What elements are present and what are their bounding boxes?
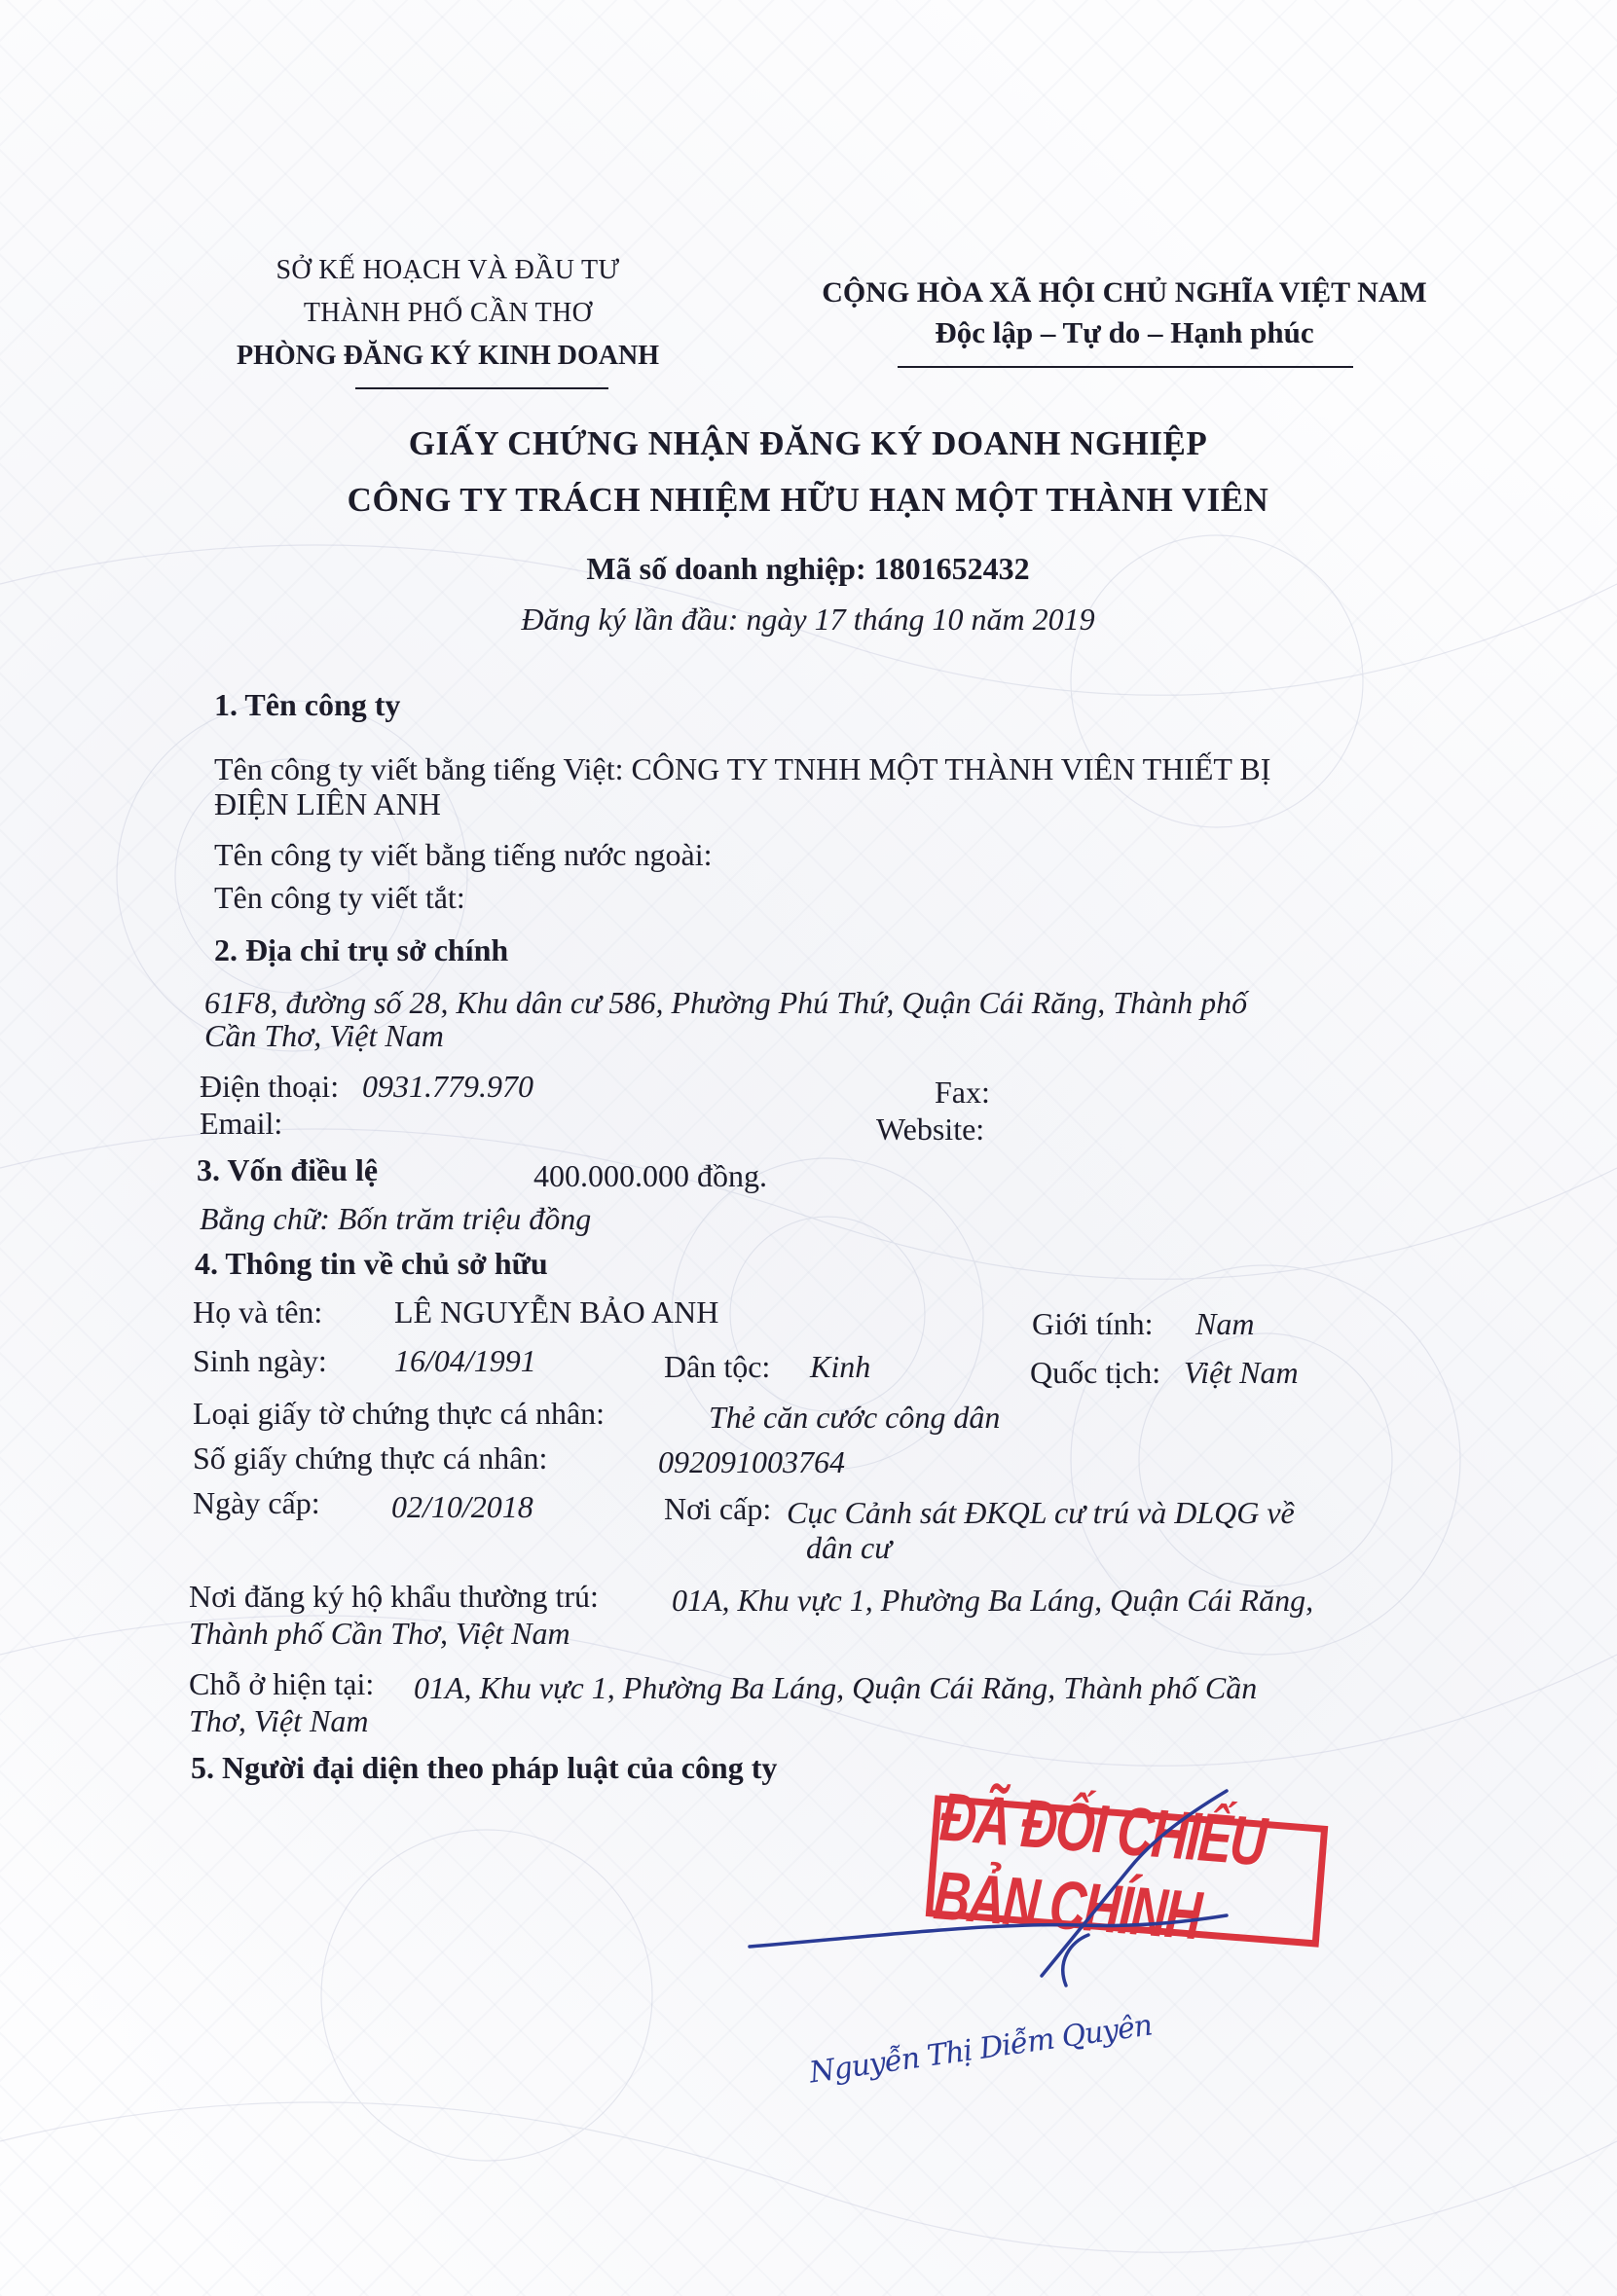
email-label: Email: — [200, 1106, 283, 1141]
header-motto: Độc lập – Tự do – Hạnh phúc — [935, 315, 1314, 349]
vn-company-name-line1: Tên công ty viết bằng tiếng Việt: CÔNG TY TNHH MỘT THÀNH VIÊN THIẾT BỊ — [214, 751, 1271, 786]
id-type-value: Thẻ căn cước công dân — [709, 1400, 1001, 1435]
certificate-title: GIẤY CHỨNG NHẬN ĐĂNG KÝ DOANH NGHIỆP — [408, 424, 1208, 462]
charter-capital-words: Bằng chữ: Bốn trăm triệu đồng — [200, 1201, 592, 1236]
header-left-underline — [355, 387, 608, 389]
permanent-address-label: Nơi đăng ký hộ khẩu thường trú: — [189, 1579, 599, 1614]
header-right-underline — [898, 366, 1353, 368]
current-address-line1: 01A, Khu vực 1, Phường Ba Láng, Quận Cái Răng, Thành phố Cần — [414, 1670, 1258, 1705]
issue-date-value: 02/10/2018 — [391, 1489, 533, 1524]
header-office: PHÒNG ĐĂNG KÝ KINH DOANH — [237, 341, 659, 371]
first-registration-date: Đăng ký lần đầu: ngày 17 tháng 10 năm 2019 — [521, 601, 1095, 637]
id-number-value: 092091003764 — [658, 1444, 845, 1479]
ethnicity-value: Kinh — [810, 1349, 871, 1384]
phone-label: Điện thoại: — [200, 1069, 340, 1104]
phone-value: 0931.779.970 — [362, 1069, 533, 1104]
vn-company-name-line2: ĐIỆN LIÊN ANH — [214, 786, 441, 821]
section-1-heading: 1. Tên công ty — [214, 687, 401, 722]
nationality-value: Việt Nam — [1184, 1355, 1299, 1390]
ethnicity-label: Dân tộc: — [664, 1349, 771, 1384]
section-3-heading: 3. Vốn điều lệ — [197, 1152, 379, 1187]
address-line1: 61F8, đường số 28, Khu dân cư 586, Phường Phú Thứ, Quận Cái Răng, Thành phố — [204, 985, 1248, 1020]
charter-capital-amount: 400.000.000 đồng. — [533, 1158, 767, 1193]
issue-place-line1: Cục Cảnh sát ĐKQL cư trú và DLQG về — [787, 1495, 1295, 1530]
stamp-text: ĐÃ ĐỐI CHIẾU BẢN CHÍNH — [931, 1778, 1268, 1955]
gender-label: Giới tính: — [1032, 1306, 1154, 1341]
signature-mark — [720, 1752, 1305, 2005]
address-line2: Cần Thơ, Việt Nam — [204, 1018, 444, 1053]
id-type-label: Loại giấy tờ chứng thực cá nhân: — [193, 1396, 606, 1431]
dob-label: Sinh ngày: — [193, 1343, 327, 1378]
header-city: THÀNH PHỐ CẦN THƠ — [303, 298, 593, 328]
foreign-company-name: Tên công ty viết bằng tiếng nước ngoài: — [214, 837, 713, 872]
enterprise-code: Mã số doanh nghiệp: 1801652432 — [586, 551, 1030, 586]
section-2-heading: 2. Địa chỉ trụ sở chính — [214, 932, 509, 967]
current-address-label: Chỗ ở hiện tại: — [189, 1666, 375, 1701]
company-type-title: CÔNG TY TRÁCH NHIỆM HỮU HẠN MỘT THÀNH VIÊN — [347, 481, 1269, 519]
id-number-label: Số giấy chứng thực cá nhân: — [193, 1440, 548, 1476]
permanent-address-line1: 01A, Khu vực 1, Phường Ba Láng, Quận Cái Răng, — [672, 1583, 1314, 1618]
gender-value: Nam — [1195, 1306, 1255, 1341]
header-republic: CỘNG HÒA XÃ HỘI CHỦ NGHĨA VIỆT NAM — [822, 276, 1427, 309]
website-label: Website: — [876, 1112, 985, 1147]
section-4-heading: 4. Thông tin về chủ sở hữu — [195, 1246, 548, 1281]
dob-value: 16/04/1991 — [394, 1343, 536, 1378]
signature-name: Nguyễn Thị Diễm Quyên — [807, 2008, 1155, 2091]
fax-label: Fax: — [935, 1075, 990, 1110]
issue-date-label: Ngày cấp: — [193, 1485, 320, 1520]
current-address-line2: Thơ, Việt Nam — [189, 1703, 369, 1738]
short-company-name: Tên công ty viết tắt: — [214, 880, 465, 915]
owner-name-value: LÊ NGUYỄN BẢO ANH — [394, 1294, 719, 1330]
issue-place-label: Nơi cấp: — [664, 1491, 772, 1526]
issue-place-line2: dân cư — [806, 1530, 892, 1565]
section-5-heading: 5. Người đại diện theo pháp luật của công ty — [191, 1750, 778, 1785]
header-ministry: SỞ KẾ HOẠCH VÀ ĐẦU TƯ — [276, 255, 620, 285]
nationality-label: Quốc tịch: — [1030, 1355, 1161, 1390]
owner-name-label: Họ và tên: — [193, 1294, 323, 1330]
permanent-address-line2: Thành phố Cần Thơ, Việt Nam — [189, 1616, 570, 1651]
